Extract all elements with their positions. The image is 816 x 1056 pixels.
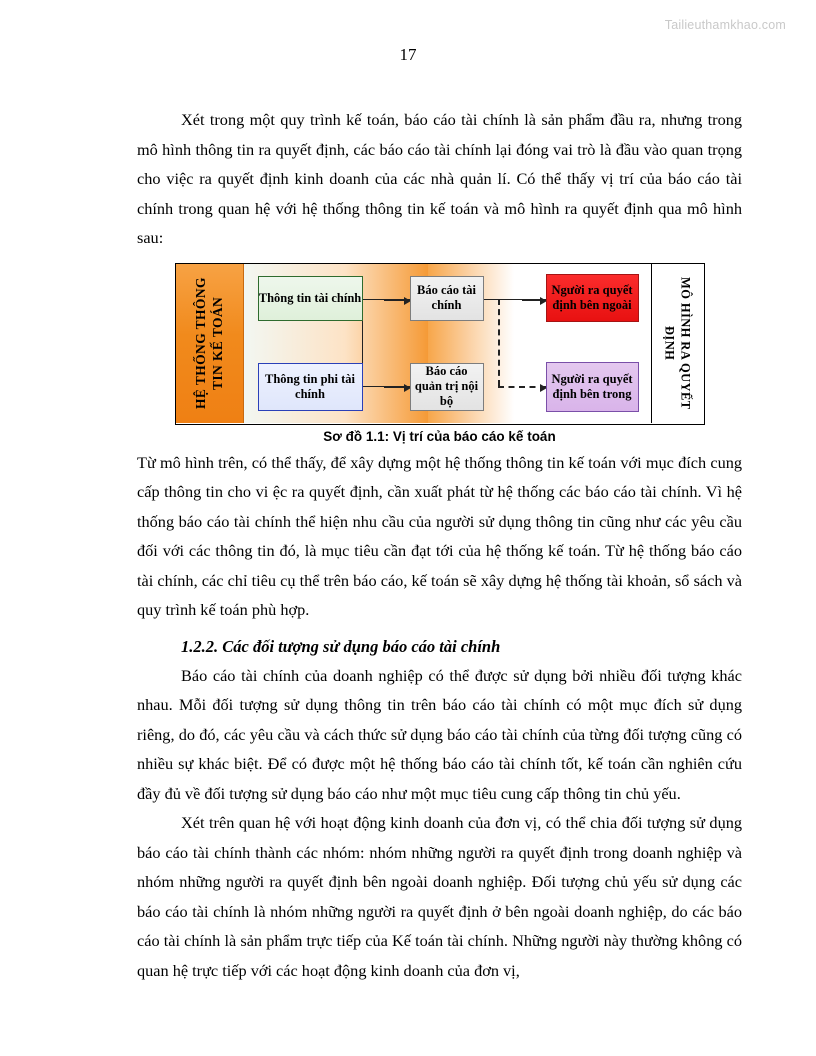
node-label-report-internal: Báo cáo quản trị nội bộ (414, 364, 479, 408)
arrow-report-to-internal (498, 386, 546, 388)
diagram-right-band (651, 264, 704, 423)
figure-diagram (137, 263, 742, 425)
node-nguoi-ra-quyet-dinh-ben-ngoai[interactable] (546, 274, 639, 322)
arrow-info-nonfinancial-to-report (384, 386, 410, 388)
right-band-label: MÔ HÌNH RA QUYẾT ĐỊNH (662, 276, 693, 410)
connector-vertical-dashed (498, 299, 500, 386)
node-label-decider-internal: Người ra quyết định bên trong (551, 371, 633, 401)
node-nguoi-ra-quyet-dinh-ben-trong[interactable] (546, 362, 639, 412)
node-thong-tin-phi-tai-chinh[interactable] (258, 363, 363, 411)
node-label-report-financial: Báo cáo tài chính (416, 283, 477, 312)
node-bao-cao-tai-chinh[interactable] (410, 276, 484, 321)
node-label-info-nonfinancial: Thông tin phi tài chính (265, 371, 355, 401)
page-number: 17 (399, 45, 417, 64)
section-heading-1-2-2: 1.2.2. Các đối tượng sử dụng báo cáo tài chính (181, 636, 501, 656)
node-label-decider-external: Người ra quyết định bên ngoài (551, 282, 633, 312)
page-content (137, 105, 742, 985)
watermark: Tailieuthamkhao.com (664, 18, 786, 32)
figure-caption: Sơ đồ 1.1: Vị trí của báo cáo kế toán (323, 428, 556, 444)
connector-line-1 (362, 299, 384, 300)
paragraph-1: Xét trong một quy trình kế toán, báo cáo tài chính là sản phẩm đầu ra, nhưng trong mô hình thông tin ra quyết định, các báo cáo tài chính lại đóng vai trò là đầu vào quan trọng cho việc ra quyết định kinh doanh của các nhà quản lí. Có thể thấy vị trí của báo cáo tài chính trong quan hệ với hệ thống thông tin kế toán và mô hình ra quyết định qua mô hình sau: (137, 110, 742, 247)
left-band-label: HỆ THỐNG THÔNG TIN KẾ TOÁN (193, 277, 225, 409)
paragraph-2: Từ mô hình trên, có thể thấy, để xây dựng một hệ thống thông tin kế toán với mục đích cung cấp thông tin cho vi ệc ra quyết định, cần xuất phát từ hệ thống các báo cáo tài chính. Vì hệ thống báo cáo tài chính thể hiện nhu cầu của người sử dụng thông tin cũng như các yêu cầu đối với các thông tin đó, là mục tiêu cần đạt tới của hệ thống kế toán. Từ hệ thống báo cáo tài chính, các chỉ tiêu cụ thể trên báo cáo, kế toán sẽ xây dựng hệ thống tài khoản, sổ sách và quy trình kế toán phù hợp. (137, 452, 742, 619)
arrow-info-financial-to-report (384, 299, 410, 301)
arrow-report-to-external (522, 299, 546, 301)
connector-line-3 (484, 299, 522, 300)
diagram-left-band (176, 264, 244, 423)
paragraph-4: Xét trên quan hệ với hoạt động kinh doanh của đơn vị, có thể chia đối tượng sử dụng báo cáo tài chính thành các nhóm: nhóm những người ra quyết định trong doanh nghiệp và nhóm những người ra quyết định bên ngoài doanh nghiệp. Đối tượng chủ yếu sử dụng các báo cáo tài chính là nhóm những người ra quyết định ở bên ngoài doanh nghiệp, do các báo cáo tài chính là sản phẩm trực tiếp của Kế toán tài chính. Những người này thường không có quan hệ trực tiếp với các hoạt động kinh doanh của đơn vị, (137, 813, 742, 980)
node-bao-cao-quan-tri-noi-bo[interactable] (410, 363, 484, 411)
connector-line-2 (362, 386, 384, 387)
node-label-info-financial: Thông tin tài chính (258, 290, 362, 305)
diagram-frame (175, 263, 705, 425)
paragraph-3: Báo cáo tài chính của doanh nghiệp có thể được sử dụng bởi nhiều đối tượng khác nhau. Mỗi đối tượng sử dụng thông tin trên báo cáo tài chính có một mục đích sử dụng riêng, do đó, các yêu cầu và cách thức sử dụng báo cáo tài chính của từng đối tượng cũng có nhiều sự khác biệt. Để có được một hệ thống báo cáo tài chính tốt, kế toán cần nghiên cứu đầy đủ về đối tượng sử dụng báo cáo như một mục tiêu cung cấp thông tin chủ yếu. (137, 665, 742, 803)
node-thong-tin-tai-chinh[interactable] (258, 276, 363, 321)
